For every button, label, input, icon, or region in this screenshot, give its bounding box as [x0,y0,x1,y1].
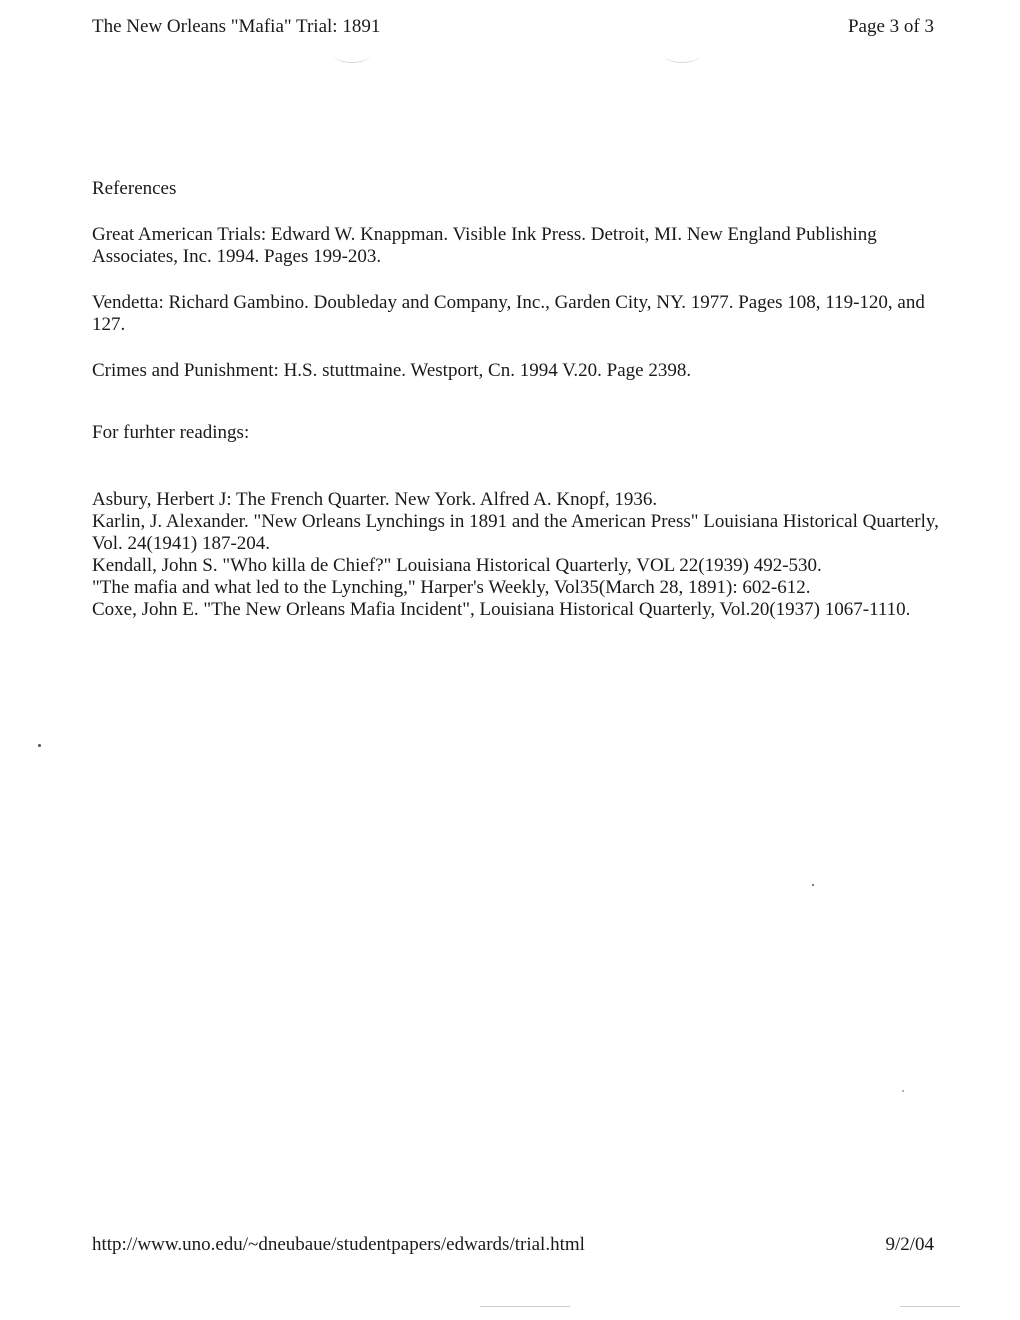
scan-artifact [334,48,370,63]
header-title: The New Orleans "Mafia" Trial: 1891 [92,16,381,37]
reference-item: Vendetta: Richard Gambino. Doubleday and Company, Inc., Garden City, NY. 1977. Pages 108, 119-120, and 127. [92,292,925,335]
reference-item: Great American Trials: Edward W. Knappman. Visible Ink Press. Detroit, MI. New England Publishing Associates, Inc. 1994. Pages 199-203. [92,224,877,267]
references-list [92,224,942,382]
scan-speck [38,744,41,747]
further-readings-list [92,489,942,621]
reading-item: Kendall, John S. "Who killa de Chief?" Louisiana Historical Quarterly, VOL 22(1939) 492-530. [92,555,822,576]
reference-item: Crimes and Punishment: H.S. stuttmaine. Westport, Cn. 1994 V.20. Page 2398. [92,360,692,381]
further-readings-section [92,422,942,621]
further-readings-heading: For furhter readings: [92,422,250,443]
references-section [92,178,942,382]
source-url: http://www.uno.edu/~dneubaue/studentpapers/edwards/trial.html [92,1234,585,1255]
scan-artifact [480,1306,570,1307]
references-heading: References [92,178,177,199]
scan-speck [812,884,814,886]
print-date: 9/2/04 [885,1234,934,1255]
reading-item: "The mafia and what led to the Lynching," Harper's Weekly, Vol35(March 28, 1891): 602-612. [92,577,811,598]
reading-item: Karlin, J. Alexander. "New Orleans Lynchings in 1891 and the American Press" Louisiana Historical Quarterly, Vol. 24(1941) 187-204. [92,511,939,554]
reading-item: Asbury, Herbert J: The French Quarter. New York. Alfred A. Knopf, 1936. [92,489,658,510]
scan-artifact [900,1306,960,1307]
page-indicator: Page 3 of 3 [847,16,934,37]
main-content [92,178,942,621]
scan-artifact [664,48,700,63]
reading-item: Coxe, John E. "The New Orleans Mafia Incident", Louisiana Historical Quarterly, Vol.20(1937) 1067-1110. [92,599,911,620]
scan-speck [902,1090,904,1092]
